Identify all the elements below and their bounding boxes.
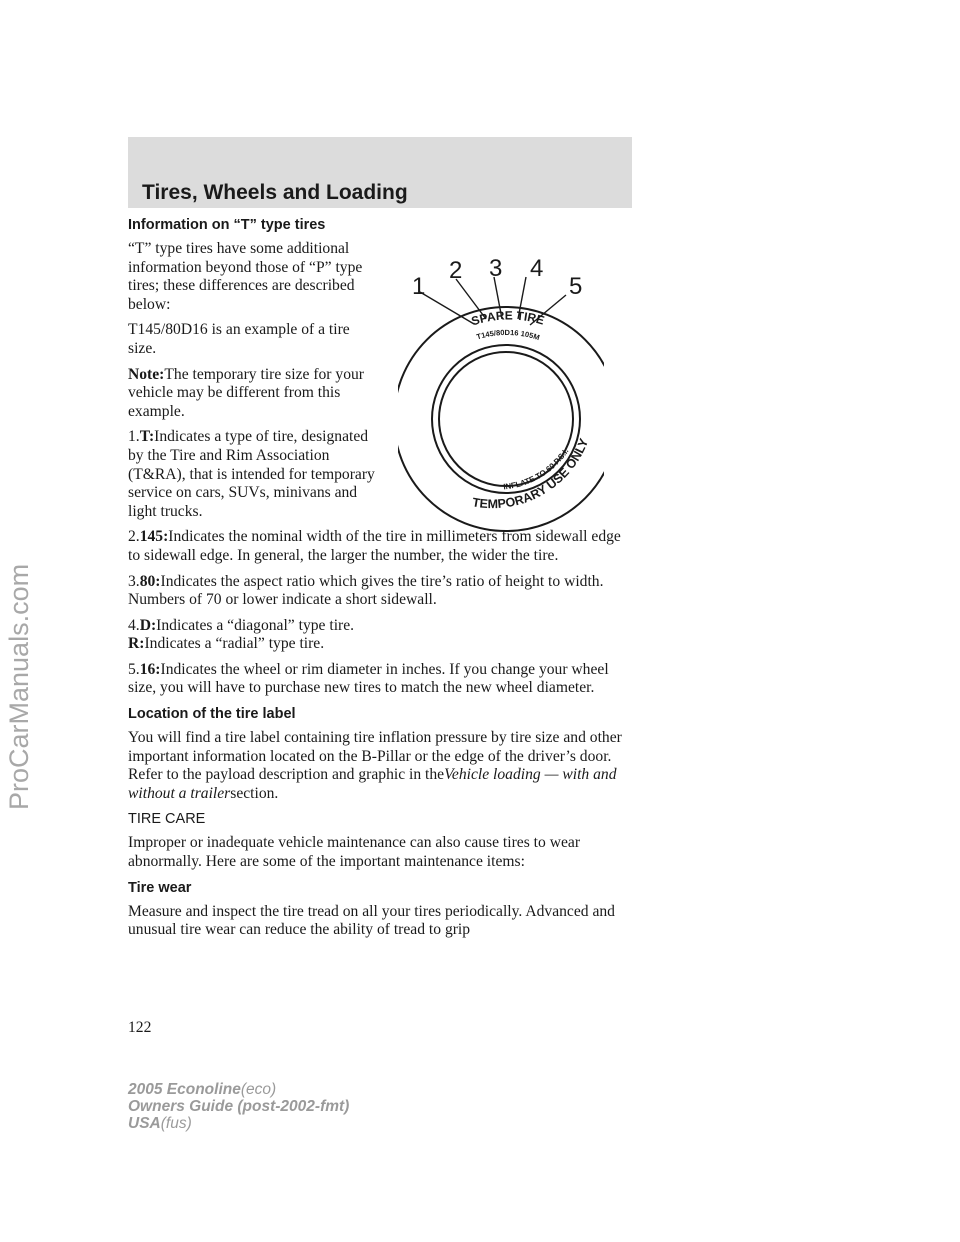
note-paragraph [128,366,376,422]
tire-care-paragraph: Improper or inadequate vehicle maintenance can also cause tires to wear abnormally. Here are some of the important maintenance items: [128,834,581,871]
tire-label-text-end: section. [230,784,279,802]
header-band [128,137,632,208]
watermark: ProCarManuals.com [4,563,34,810]
section-heading-tire-care: TIRE CARE [128,811,206,828]
item-key: 80: [139,572,161,590]
item-text: Indicates a “radial” type tire. [144,635,325,653]
section-heading-tire-wear: Tire wear [128,879,192,896]
sidewall-text-spare: SPARE TIRE [469,308,547,329]
list-item [128,661,633,698]
note-label: Note: [128,365,165,383]
item-number: 2. [128,528,140,546]
sidewall-text-temporary: TEMPORARY USE ONLY [471,436,592,512]
footer-guide: Owners Guide (post-2002-fmt) [128,1098,350,1115]
page-number: 122 [128,1019,152,1036]
sidewall-text-inflate: INFLATE TO 60 P.S.I. [502,446,571,492]
list-item [128,617,633,654]
section-heading-t-type-tires: Information on “T” type tires [128,217,326,233]
item-number: 4. [128,616,140,634]
list-item [128,428,376,521]
item-text: Indicates a “diagonal” type tire. [156,616,355,634]
item-key: 145: [139,528,169,546]
item-text: Indicates the aspect ratio which gives the tire’s ratio of height to width. Numbers of 70 or lower indicate a short sidewall. [128,572,604,609]
sidewall-text-size: T145/80D16 105M [475,327,541,343]
tire-size-example: T145/80D16 is an example of a tire size. [128,321,350,357]
page-title: Tires, Wheels and Loading [142,181,408,204]
item-number: 1. [128,428,140,446]
footer-market-code: (fus) [160,1115,192,1132]
item-text: Indicates the wheel or rim diameter in inches. If you change your wheel size, you will have to purchase new tires to match the new wheel diameter. [128,660,609,697]
page-content [128,216,633,947]
item-number: 3. [128,572,140,590]
callout-1: 1 [412,273,426,300]
section-heading-tire-label: Location of the tire label [128,706,296,723]
callout-5: 5 [569,273,583,300]
item-key: T: [139,428,155,446]
footer [128,1081,349,1132]
item-key: 16: [139,660,161,678]
tire-wear-paragraph: Measure and inspect the tire tread on all your tires periodically. Advanced and unusual tire wear can reduce the ability of tread to grip [128,902,615,939]
item-number: 5. [128,660,140,678]
footer-model-code: (eco) [240,1081,277,1098]
item-text: Indicates the nominal width of the tire in millimeters from sidewall edge to sidewall edge. In general, the larger the number, the wider the tire. [128,528,621,564]
callout-4: 4 [530,255,544,282]
section-reference: Vehicle loading — with and without a trailer [128,766,617,802]
footer-model: 2005 Econoline [128,1081,241,1098]
note-text: The temporary tire size for your vehicle may be different from this example. [128,365,364,420]
callout-2: 2 [449,257,463,284]
item-text: Indicates a type of tire, designated by the Tire and Rim Association (T&RA), that is intended for temporary service on cars, SUVs, minivans and light trucks. [128,428,375,520]
list-item [128,573,633,610]
item-key: R: [128,635,145,653]
footer-market: USA [128,1115,161,1132]
list-item [128,528,633,565]
callout-3: 3 [489,255,503,282]
t-type-intro: “T” type tires have some additional information beyond those of “P” type tires; these differences are described below: [128,240,363,313]
item-key: D: [139,616,157,634]
tire-label-paragraph [128,729,633,803]
tire-label-text: You will find a tire label containing tire inflation pressure by tire size and other important information located on the B-Pillar or the edge of the driver’s door. Refer to the payload description and graphic in the [128,729,622,784]
